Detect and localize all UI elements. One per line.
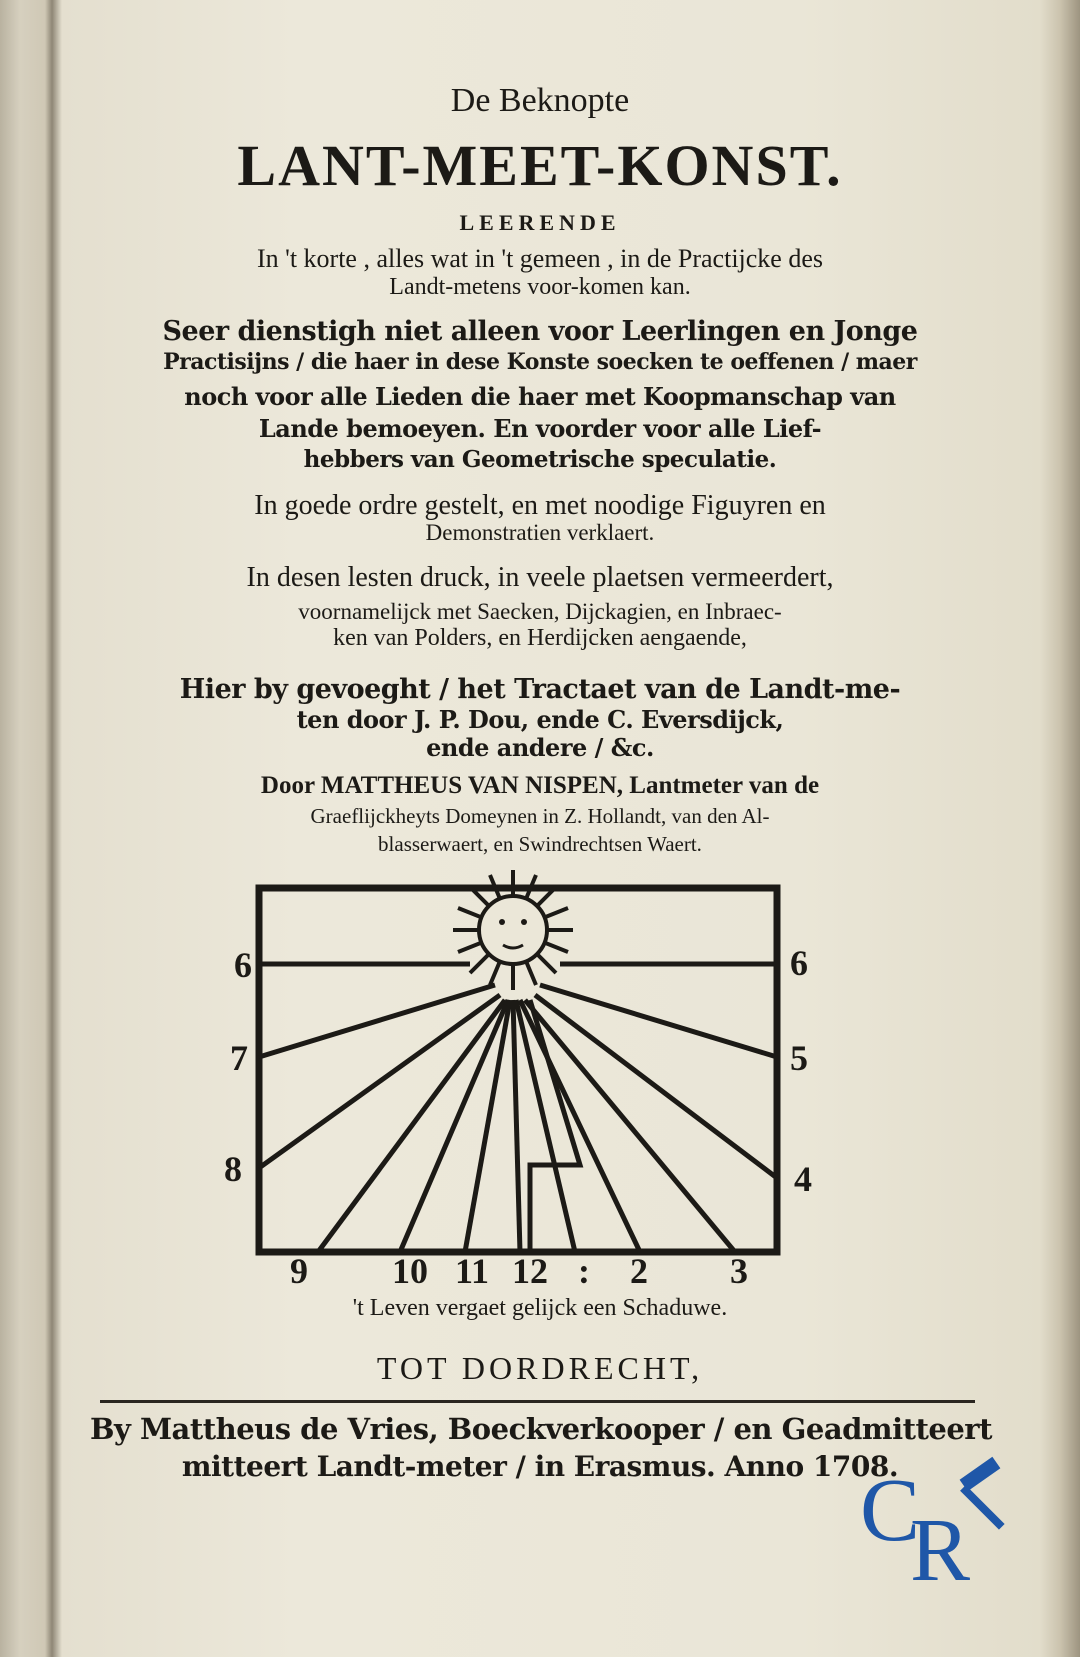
text-line: blasserwaert, en Swindrechtsen Waert. — [378, 832, 702, 856]
text-line: Practisijns / die haer in dese Konste soecken te oeffenen / maer — [163, 349, 917, 375]
hour-right-6: 6 — [790, 943, 808, 983]
hour-bottom-12: 12 — [512, 1251, 548, 1291]
text-line: ken van Polders, en Herdijcken aengaende, — [333, 625, 747, 651]
divider-rule — [100, 1400, 975, 1403]
text-line: Seer dienstigh niet alleen voor Leerlingen en Jonge — [162, 316, 918, 347]
sun-icon — [453, 870, 573, 990]
text-line: In goede ordre gestelt, en met noodige Figuyren en — [254, 490, 826, 521]
pre-title: De Beknopte — [450, 82, 630, 119]
text-line: ten door J. P. Dou, ende C. Eversdijck, — [296, 705, 784, 734]
main-title: LANT-MEET-KONST. — [237, 133, 843, 198]
text-line: In desen lesten druck, in veele plaetsen vermeerdert, — [246, 562, 834, 593]
hour-left-8: 8 — [224, 1149, 242, 1189]
author-line: Door MATTHEUS VAN NISPEN, Lantmeter van de — [260, 772, 820, 799]
text-line: Demonstratien verklaert. — [425, 520, 655, 545]
text-line: voornamelijck met Saecken, Dijckagien, en Inbraec- — [298, 599, 782, 624]
hour-right-4: 4 — [794, 1159, 812, 1199]
text-line: Hier by gevoeght / het Tractaet van de Landt-me- — [179, 674, 901, 705]
hour-bottom-2: 2 — [630, 1251, 648, 1291]
hour-bottom-11: 11 — [455, 1251, 490, 1291]
imprint-line: By Mattheus de Vries, Boeckverkooper / en Geadmitteert — [90, 1412, 992, 1446]
text-line: hebbers van Geometrische speculatie. — [303, 446, 777, 473]
hour-bottom-9: 9 — [290, 1251, 308, 1291]
hour-right-5: 5 — [790, 1038, 808, 1078]
sundial-hour-lines — [259, 964, 777, 1252]
place-of-printing: TOT DORDRECHT, — [376, 1350, 704, 1386]
text-line: Graeflijckheyts Domeynen in Z. Hollandt, van den Al- — [310, 804, 770, 828]
auction-house-logo — [860, 1455, 1030, 1585]
text-line: ende andere / &c. — [426, 733, 654, 762]
imprint-line: mitteert Landt-meter / in Erasmus. Anno 1708. — [181, 1450, 899, 1483]
text-line: In 't korte , alles wat in 't gemeen , in de Practijcke des — [256, 244, 824, 273]
text-line: Lande bemoeyen. En voorder voor alle Lief- — [258, 414, 822, 443]
text-line: LEERENDE — [459, 210, 621, 235]
svg-text:C: C — [860, 1461, 921, 1560]
text-line: noch voor alle Lieden die haer met Koopmanschap van — [184, 382, 896, 411]
hour-bottom-1: : — [578, 1251, 590, 1291]
svg-text:R: R — [910, 1501, 971, 1585]
text-line: Landt-metens voor-komen kan. — [389, 274, 691, 300]
hour-bottom-10: 10 — [392, 1251, 428, 1291]
hour-bottom-3: 3 — [730, 1251, 748, 1291]
hour-left-6: 6 — [234, 945, 252, 985]
hour-left-7: 7 — [230, 1038, 248, 1078]
motto: 't Leven vergaet gelijck een Schaduwe. — [352, 1295, 728, 1321]
